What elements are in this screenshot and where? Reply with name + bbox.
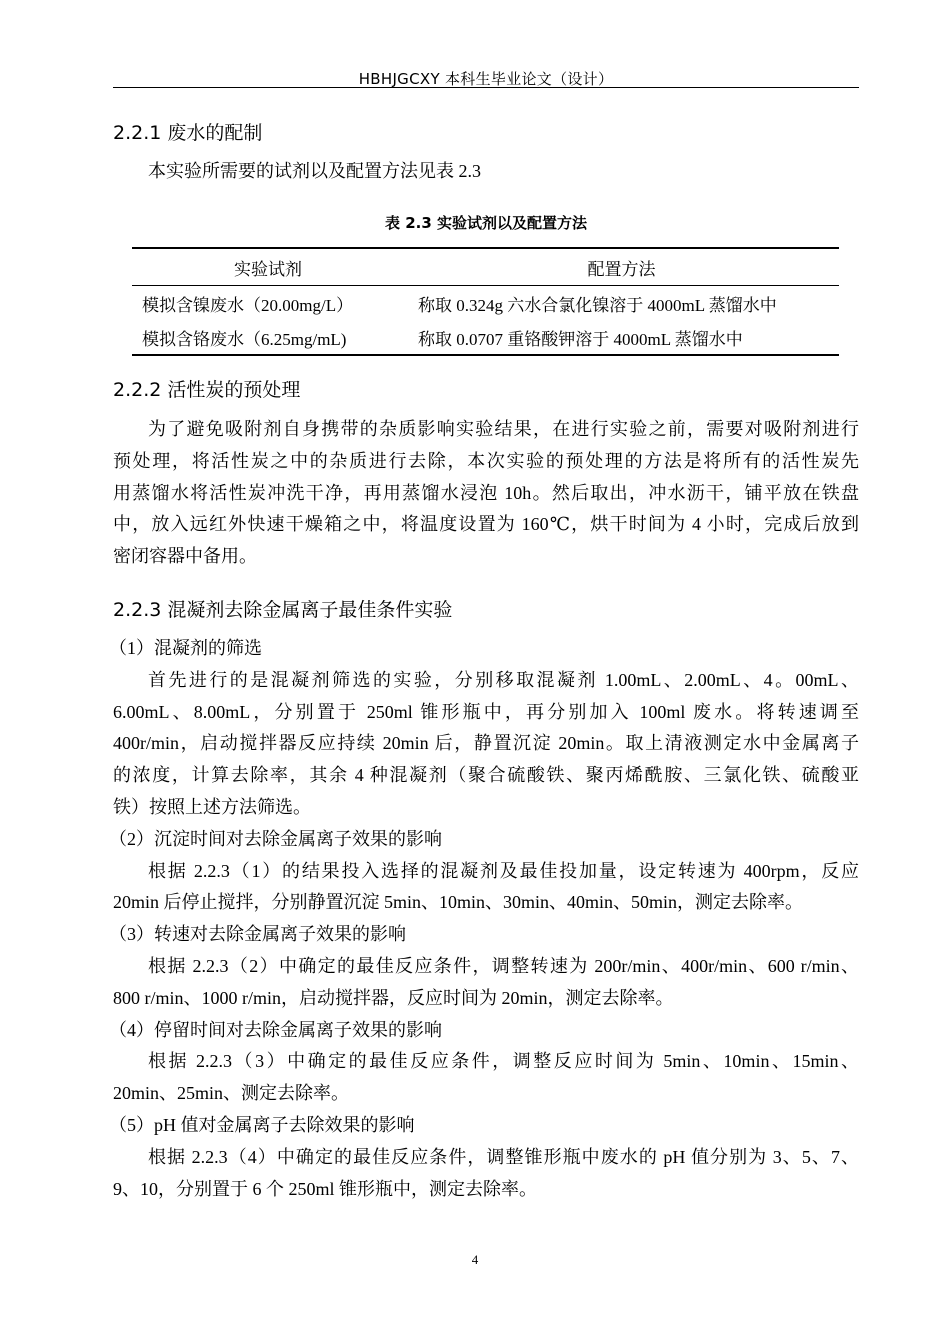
paragraph-line: 根据 2.2.3（4）中确定的最佳反应条件，调整锥形瓶中废水的 pH 值分别为 3、5、7、 <box>148 1146 859 1167</box>
column-header: 实验试剂 <box>132 248 404 286</box>
section-heading-2-2-3: 2.2.3 混凝剂去除金属离子最佳条件实验 <box>113 599 453 621</box>
paragraph-line: 根据 2.2.3（3）中确定的最佳反应条件，调整反应时间为 5min、10min、15min、 <box>148 1051 859 1072</box>
paragraph-line: 20min 后停止搅拌，分别静置沉淀 5min、10min、30min、40min、50min，测定去除率。 <box>113 892 804 913</box>
paragraph-line: 密闭容器中备用。 <box>113 546 257 567</box>
header-rule <box>113 87 859 88</box>
paragraph-line: 根据 2.2.3（1）的结果投入选择的混凝剂及最佳投加量，设定转速为 400rpm，反应 <box>148 860 859 881</box>
section-heading-2-2-1: 2.2.1 废水的配制 <box>113 122 263 144</box>
paragraph-line: 中，放入远红外快速干燥箱之中，将温度设置为 160℃，烘干时间为 4 小时，完成后放到 <box>113 514 859 535</box>
table-cell: 称取 0.324g 六水合氯化镍溶于 4000mL 蒸馏水中 <box>418 295 777 315</box>
table-cell: 模拟含铬废水（6.25mg/mL) <box>132 320 404 355</box>
paragraph-line: 6.00mL、8.00mL，分别置于 250ml 锥形瓶中，再分别加入 100ml 废水。将转速调至 <box>113 701 859 722</box>
subsection-title: （4）停留时间对去除金属离子效果的影响 <box>109 1019 442 1040</box>
table-row <box>132 286 839 321</box>
paragraph-line: 400r/min，启动搅拌器反应持续 20min 后，静置沉淀 20min。取上清液测定水中金属离子 <box>113 733 859 754</box>
paragraph: 本实验所需要的试剂以及配置方法见表 2.3 <box>148 161 481 181</box>
table-cell: 模拟含镍废水（20.00mg/L） <box>142 295 354 315</box>
section-heading-2-2-2: 2.2.2 活性炭的预处理 <box>113 379 301 401</box>
paragraph-line: 为了避免吸附剂自身携带的杂质影响实验结果，在进行实验之前，需要对吸附剂进行 <box>148 419 859 439</box>
paragraph-line: 800 r/min、1000 r/min，启动搅拌器，反应时间为 20min，测定去除率。 <box>113 987 674 1008</box>
page-number: 4 <box>471 1252 479 1267</box>
paragraph-line: 铁）按照上述方法筛选。 <box>113 796 311 817</box>
paragraph-line: 9、10，分别置于 6 个 250ml 锥形瓶中，测定去除率。 <box>113 1178 538 1199</box>
experiment-items <box>109 633 859 1205</box>
paragraph-line: 的浓度，计算去除率，其余 4 种混凝剂（聚合硫酸铁、聚丙烯酰胺、三氯化铁、硫酸亚 <box>113 765 859 786</box>
paragraph-line: 根据 2.2.3（2）中确定的最佳反应条件，调整转速为 200r/min、400r/min、600 r/min、 <box>148 955 859 976</box>
paragraph-line: 首先进行的是混凝剂筛选的实验，分别移取混凝剂 1.00mL、2.00mL、4。00mL、 <box>148 669 859 690</box>
page-header: HBHJGCXY 本科生毕业论文（设计） <box>358 70 614 88</box>
column-header: 配置方法 <box>404 248 839 286</box>
subsection-title: （3）转速对去除金属离子效果的影响 <box>109 924 406 945</box>
table-cell: 称取 0.0707 重铬酸钾溶于 4000mL 蒸馏水中 <box>404 320 839 355</box>
paragraph-line: 用蒸馏水将活性炭冲洗干净，再用蒸馏水浸泡 10h。然后取出，冲水沥干，铺平放在铁盘 <box>113 482 859 503</box>
subsection-title: （5）pH 值对金属离子去除效果的影响 <box>109 1114 415 1135</box>
paragraph-line: 20min、25min、测定去除率。 <box>113 1083 350 1104</box>
subsection-title: （2）沉淀时间对去除金属离子效果的影响 <box>109 828 442 849</box>
reagent-table <box>132 247 839 356</box>
paragraph-pretreatment <box>113 414 859 573</box>
table-row <box>132 320 839 355</box>
subsection-title: （1）混凝剂的筛选 <box>109 638 262 658</box>
paragraph-line: 预处理，将活性炭之中的杂质进行去除，本次实验的预处理的方法是将所有的活性炭先 <box>113 450 859 471</box>
table-header-row <box>132 248 839 286</box>
table-caption: 表 2.3 实验试剂以及配置方法 <box>384 214 588 232</box>
